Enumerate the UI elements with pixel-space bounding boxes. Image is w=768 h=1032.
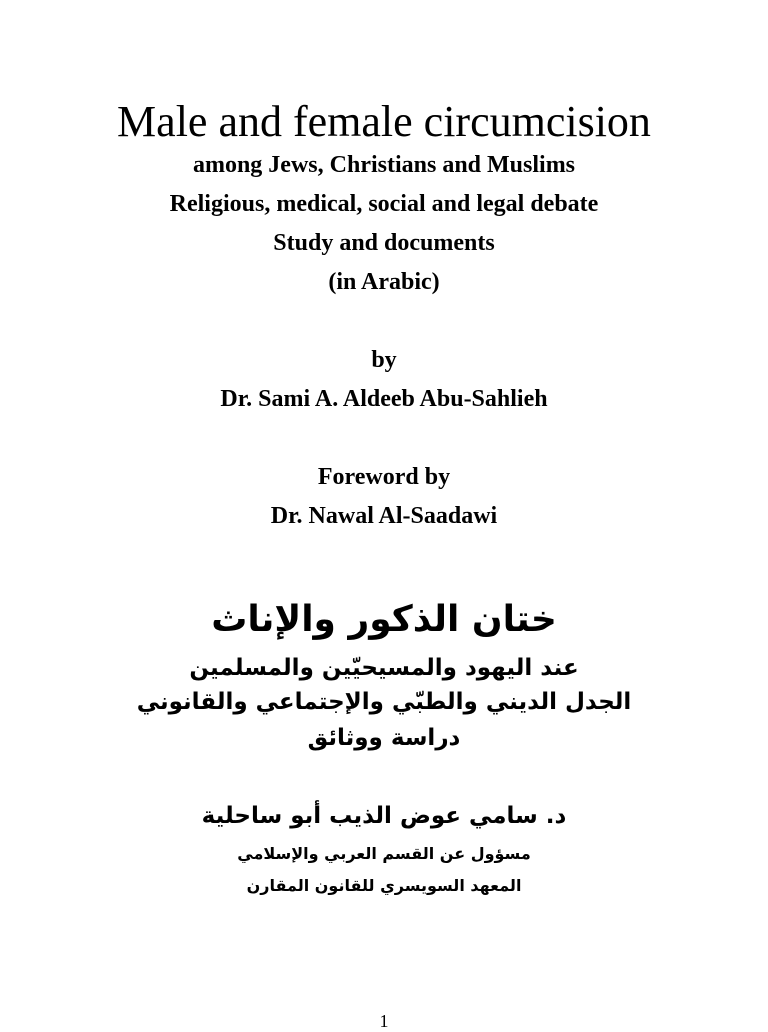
english-subtitle-4: (in Arabic) <box>328 269 440 295</box>
arabic-title: ختان الذكور والإناث <box>211 599 557 640</box>
arabic-subtitle-1: عند اليهود والمسيحيّين والمسلمين <box>189 655 579 681</box>
english-subtitle-2: Religious, medical, social and legal debate <box>169 191 599 217</box>
foreword-label: Foreword by <box>317 464 451 490</box>
english-title: Male and female circumcision <box>117 97 651 146</box>
english-subtitle-1: among Jews, Christians and Muslims <box>192 152 576 178</box>
english-author: Dr. Sami A. Aldeeb Abu-Sahlieh <box>220 386 548 412</box>
page-number: 1 <box>379 1011 389 1031</box>
arabic-author-position: مسؤول عن القسم العربي والإسلامي <box>237 844 531 863</box>
foreword-author: Dr. Nawal Al-Saadawi <box>270 503 498 529</box>
arabic-subtitle-2: الجدل الديني والطبّي والإجتماعي والقانوني <box>136 689 632 715</box>
arabic-author-institution: المعهد السويسري للقانون المقارن <box>246 876 522 895</box>
by-label: by <box>371 347 397 373</box>
english-subtitle-3: Study and documents <box>273 230 495 256</box>
arabic-author: د. سامي عوض الذيب أبو ساحلية <box>201 803 567 829</box>
arabic-subtitle-3: دراسة ووثائق <box>307 725 461 751</box>
